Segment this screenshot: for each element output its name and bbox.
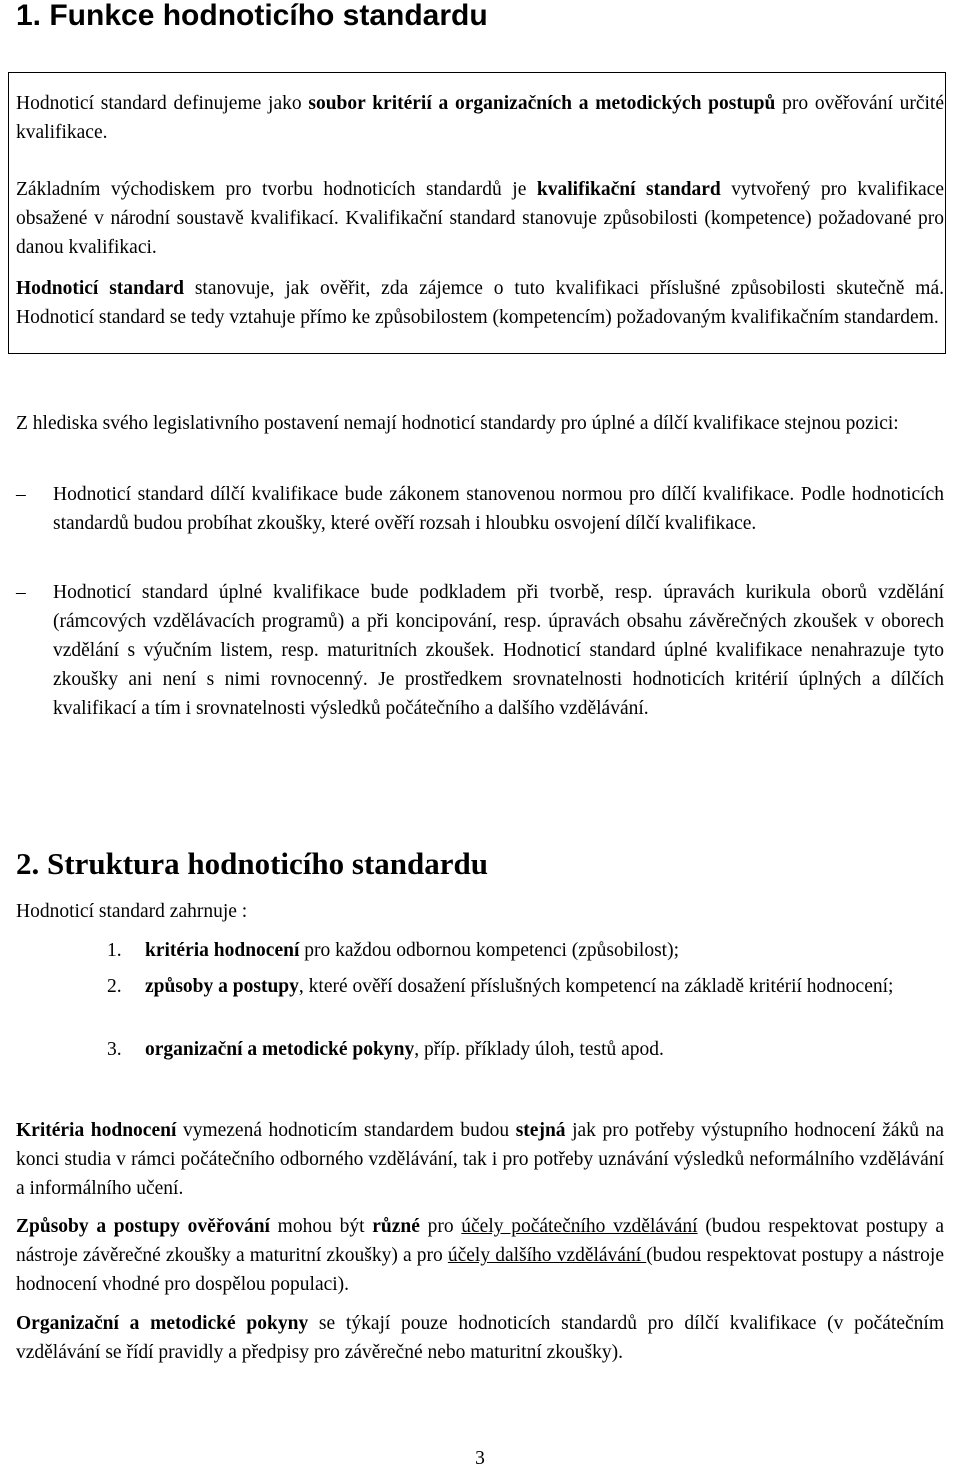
legal-intro-paragraph: Z hlediska svého legislativního postavení nemají hodnoticí standardy pro úplné a dílčí kvalifikace stejnou pozici: xyxy=(16,413,899,434)
dash-marker: – xyxy=(16,582,26,603)
list-item-number: 2. xyxy=(107,976,122,997)
criteria-paragraph: Kritéria hodnocení vymezená hodnoticím standardem budou stejná jak pro potřeby výstupního hodnocení žáků na konci studia v rámci počátečního odborného vzdělávání, tak i pro potřeby uznávání výsledků neformálního vzdělávání a informálního učení. xyxy=(16,1120,945,1199)
page-number: 3 xyxy=(475,1448,485,1469)
list-item-text: kritéria hodnocení pro každou odbornou kompetenci (způsobilost); xyxy=(145,940,680,961)
box-paragraph-definition: Hodnoticí standard definujeme jako soubor kritérií a organizačních a metodických postupů pro ověřování určité kvalifikace. xyxy=(16,93,945,143)
list-item-number: 1. xyxy=(107,940,122,961)
dash-item-text: Hodnoticí standard úplné kvalifikace bude podkladem při tvorbě, resp. úpravách kurikula oborů vzdělání (rámcových vzdělávacích programů) a při koncipování, resp. úpravách obsahu závěrečných zkoušek v oborech vzdělání s výučním listem, resp. maturitních zkoušek. Hodnoticí standard úplné kvalifikace nenahrazuje tyto zkoušky ani není s nimi rovnocenný. Je prostředkem srovnatelnosti hodnoticích kritérií úplných a dílčích kvalifikací a tím i srovnatelnosti výsledků počátečního a dalšího vzdělávání. xyxy=(53,582,944,719)
methods-paragraph: Způsoby a postupy ověřování mohou být různé pro účely počátečního vzdělávání (budou respektovat postupy a nástroje závěrečné zkoušky a maturitní zkoušky) a pro účely dalšího vzdělávání (budou respektovat postupy a nástroje hodnocení vhodné pro dospělou populaci). xyxy=(16,1216,944,1295)
dash-item-text: Hodnoticí standard dílčí kvalifikace bude zákonem stanovenou normou pro dílčí kvalifikace. Podle hodnoticích standardů budou probíhat zkoušky, které ověří rozsah i hloubku osvojení dílčí kvalifikace. xyxy=(53,484,944,534)
list-item-text: organizační a metodické pokyny, příp. příklady úloh, testů apod. xyxy=(145,1039,664,1060)
box-paragraph-assessment: Hodnoticí standard stanovuje, jak ověřit, zda zájemce o tuto kvalifikaci příslušné způsobilosti skutečně má. Hodnoticí standard se tedy vztahuje přímo ke způsobilostem (kompetencím) požadovaným kvalifikačním standardem. xyxy=(16,278,944,328)
box-paragraph-basis: Základním východiskem pro tvorbu hodnoticích standardů je kvalifikační standard vytvořený pro kvalifikace obsažené v národní soustavě kvalifikací. Kvalifikační standard stanovuje způsobilosti (kompetence) požadované pro danou kvalifikaci. xyxy=(16,179,944,258)
section-2-heading: 2. Struktura hodnoticího standardu xyxy=(16,846,489,881)
structure-intro: Hodnoticí standard zahrnuje : xyxy=(16,901,248,922)
section-1-heading: 1. Funkce hodnoticího standardu xyxy=(16,0,488,32)
guidelines-paragraph: Organizační a metodické pokyny se týkají pouze hodnoticích standardů pro dílčí kvalifikace (v počátečním vzdělávání se řídí pravidly a předpisy pro závěrečné nebo maturitní zkoušky). xyxy=(16,1313,944,1363)
list-item-number: 3. xyxy=(107,1039,122,1060)
list-item-text: způsoby a postupy, které ověří dosažení příslušných kompetencí na základě kritérií hodnocení; xyxy=(145,976,894,997)
dash-marker: – xyxy=(16,484,26,505)
